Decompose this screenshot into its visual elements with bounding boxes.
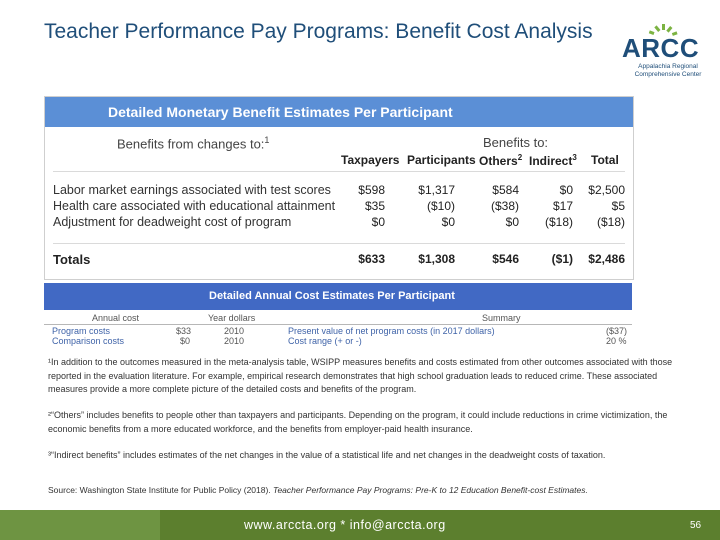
- benefit-cell: $584: [492, 183, 519, 197]
- page-number: 56: [690, 520, 702, 531]
- benefit-row-label: Health care associated with educational attainment: [53, 199, 336, 213]
- total-cell: $546: [492, 252, 519, 266]
- column-header-taxpayers: Taxpayers: [341, 153, 400, 167]
- total-cell: $2,486: [588, 252, 625, 266]
- logo-subtitle: Appalachia Regional Comprehensive Center: [634, 63, 702, 78]
- benefit-cell: ($18): [544, 215, 573, 229]
- cost-column-header: Annual cost: [92, 313, 140, 323]
- cost-row-label: Program costs: [52, 326, 111, 336]
- benefit-cell: ($10): [426, 199, 455, 213]
- benefits-to-label: Benefits to:: [483, 135, 549, 150]
- benefit-cell: $2,500: [588, 183, 625, 197]
- cost-summary-label: Cost range (+ or -): [288, 336, 362, 346]
- benefit-cell: $0: [505, 215, 519, 229]
- benefit-cell: $0: [441, 215, 455, 229]
- cost-summary-value: ($37): [606, 326, 628, 336]
- total-cell: $1,308: [418, 252, 455, 266]
- cost-value: $33: [176, 326, 192, 336]
- cost-summary-value: 20 %: [606, 336, 627, 346]
- logo-name: ARCC: [622, 33, 700, 63]
- header-divider: [53, 171, 625, 172]
- benefit-cell: $0: [371, 215, 385, 229]
- benefit-row-label: Labor market earnings associated with test scores: [53, 183, 331, 197]
- cost-summary-label: Present value of net program costs (in 2017 dollars): [288, 326, 495, 336]
- slide-title: Teacher Performance Pay Programs: Benefit Cost Analysis: [44, 20, 593, 43]
- benefit-cell: ($18): [596, 215, 625, 229]
- column-header-others: Others$^2$: [479, 153, 523, 168]
- totals-label: Totals: [53, 252, 91, 267]
- column-header-total: Total: [591, 153, 619, 167]
- cost-year: 2010: [224, 326, 245, 336]
- cost-divider: [44, 324, 632, 325]
- benefit-cell: $5: [611, 199, 625, 213]
- benefit-cell: $35: [364, 199, 385, 213]
- cost-column-header: Year dollars: [208, 313, 256, 323]
- benefit-row-label: Adjustment for deadweight cost of program: [53, 215, 292, 229]
- cost-table: [44, 283, 632, 346]
- footnote-2: ²“Others” includes benefits to people other than taxpayers and participants. Depending on the program, it could include reductions in crime victimization, the economic benefits from a more educated workforce, and the benefits from employer-paid health insurance.: [48, 410, 668, 434]
- footer-contact[interactable]: www.arccta.org * info@arccta.org: [244, 518, 446, 532]
- cost-value: $0: [180, 336, 191, 346]
- cost-year: 2010: [224, 336, 245, 346]
- cost-row-label: Comparison costs: [52, 336, 125, 346]
- footnote-1: ¹In addition to the outcomes measured in the meta-analysis table, WSIPP measures benefits and costs estimated from other outcomes associated with those reported in the evaluation literature. For example, empirical research demonstrates that high school graduation leads to reduced crime. These associated measures provide a more complete picture of the detailed costs and benefits of the program.: [48, 357, 673, 394]
- benefit-cell: $17: [552, 199, 573, 213]
- benefit-cell: ($38): [490, 199, 519, 213]
- benefit-cell: $0: [559, 183, 573, 197]
- totals-divider: [53, 243, 625, 244]
- footnote-3: ³“Indirect benefits” includes estimates of the net changes in the value of a statistical life and net changes in the deadweight costs of taxation.: [48, 450, 606, 460]
- benefit-cell: $598: [358, 183, 385, 197]
- benefit-table-header: Detailed Monetary Benefit Estimates Per Participant: [45, 97, 633, 127]
- cost-column-header: Summary: [482, 313, 521, 323]
- benefit-table: [44, 96, 634, 280]
- cost-table-header: Detailed Annual Cost Estimates Per Participant: [44, 283, 632, 310]
- total-cell: ($1): [551, 252, 573, 266]
- column-header-indirect: Indirect$^3$: [529, 153, 577, 168]
- footer-bar-accent: [0, 510, 160, 540]
- benefits-from-label: Benefits from changes to:$^1$: [117, 135, 270, 152]
- benefit-cell: $1,317: [418, 183, 455, 197]
- column-header-participants: Participants: [407, 153, 476, 167]
- total-cell: $633: [358, 252, 385, 266]
- source-citation: Source: Washington State Institute for Public Policy (2018). Teacher Performance Pay Programs: Pre-K to 12 Education Benefit-cost Estimates.: [48, 485, 588, 495]
